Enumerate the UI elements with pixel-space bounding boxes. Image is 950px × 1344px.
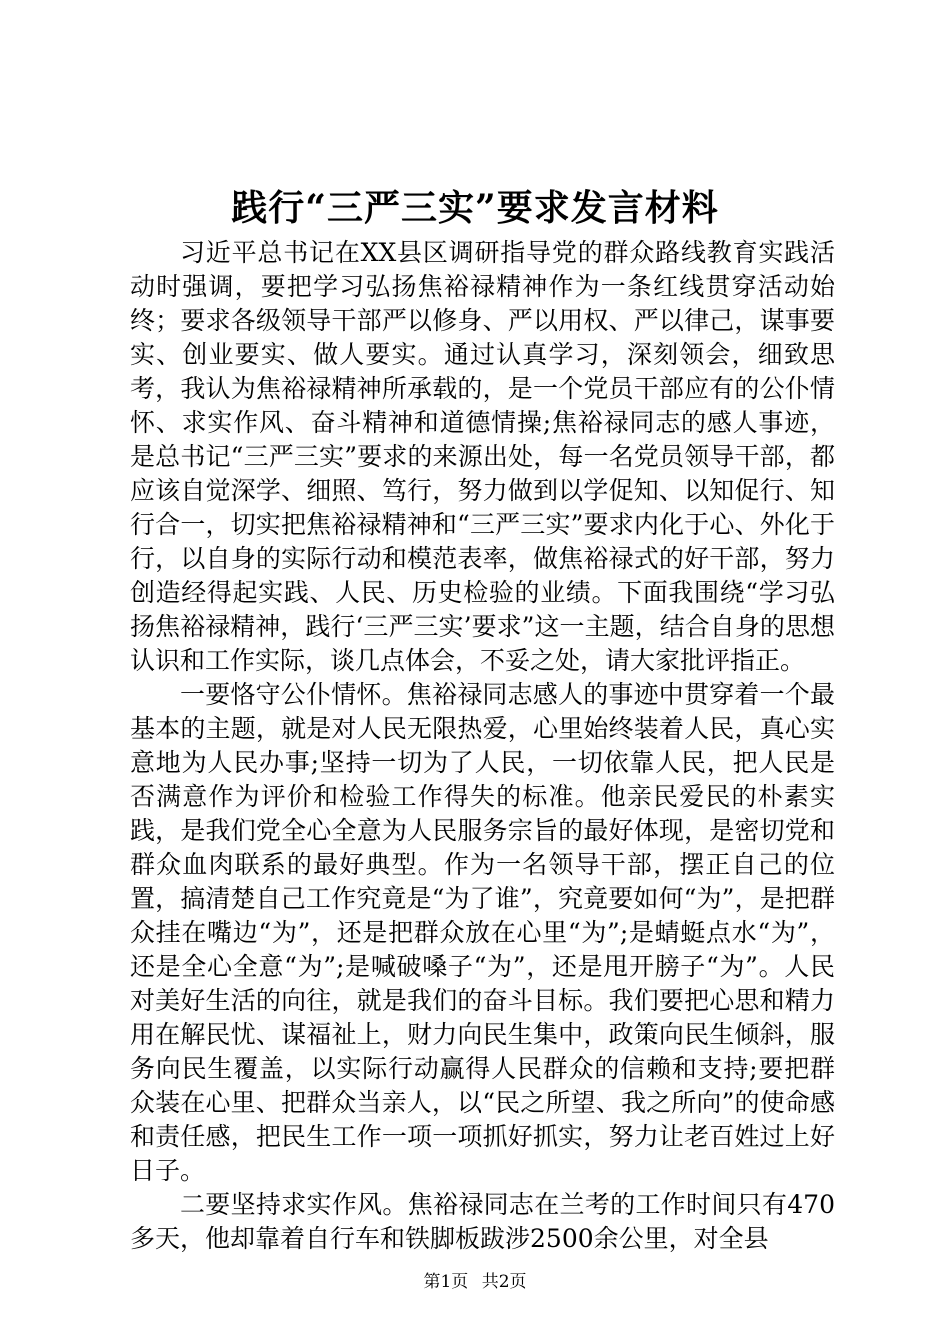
page-number: 第1页 [423,1272,469,1292]
page-footer [0,1271,950,1293]
document-body [130,236,835,1256]
paragraph-intro: 习近平总书记在XX县区调研指导党的群众路线教育实践活动时强调，要把学习弘扬焦裕禄精神作为一条红线贯穿活动始终；要求各级领导干部严以修身、严以用权、严以律己，谋事要实、创业要实、做人要实。通过认真学习，深刻领会，细致思考，我认为焦裕禄精神所承载的，是一个党员干部应有的公仆情怀、求实作风、奋斗精神和道德情操;焦裕禄同志的感人事迹，是总书记“三严三实”要求的来源出处，每一名党员领导干部，都应该自觉深学、细照、笃行，努力做到以学促知、以知促行、知行合一，切实把焦裕禄精神和“三严三实”要求内化于心、外化于行，以自身的实际行动和模范表率，做焦裕禄式的好干部，努力创造经得起实践、人民、历史检验的业绩。下面我围绕“学习弘扬焦裕禄精神，践行‘三严三实’要求”这一主题，结合自身的思想认识和工作实际，谈几点体会，不妥之处，请大家批评指正。 [130,238,835,675]
paragraph-point-two: 二要坚持求实作风。焦裕禄同志在兰考的工作时间只有470多天，他却靠着自行车和铁脚板跋涉2500余公里，对全县 [130,1190,835,1253]
page-total: 共2页 [481,1272,527,1292]
document-title: 践行“三严三实”要求发言材料 [231,187,719,229]
paragraph-point-one: 一要恪守公仆情怀。焦裕禄同志感人的事迹中贯穿着一个最基本的主题，就是对人民无限热爱，心里始终装着人民，真心实意地为人民办事;坚持一切为了人民，一切依靠人民，把人民是否满意作为评价和检验工作得失的标准。他亲民爱民的朴素实践，是我们党全心全意为人民服务宗旨的最好体现，是密切党和群众血肉联系的最好典型。作为一名领导干部，摆正自己的位置，搞清楚自己工作究竟是“为了谁”，究竟要如何“为”，是把群众挂在嘴边“为”，还是把群众放在心里“为”;是蜻蜓点水“为”，还是全心全意“为”;是喊破嗓子“为”，还是甩开膀子“为”。人民对美好生活的向往，就是我们的奋斗目标。我们要把心思和精力用在解民忧、谋福祉上，财力向民生集中，政策向民生倾斜，服务向民生覆盖，以实际行动赢得人民群众的信赖和支持;要把群众装在心里、把群众当亲人，以“民之所望、我之所向”的使命感和责任感，把民生工作一项一项抓好抓实，努力让老百姓过上好日子。 [130,680,835,1185]
